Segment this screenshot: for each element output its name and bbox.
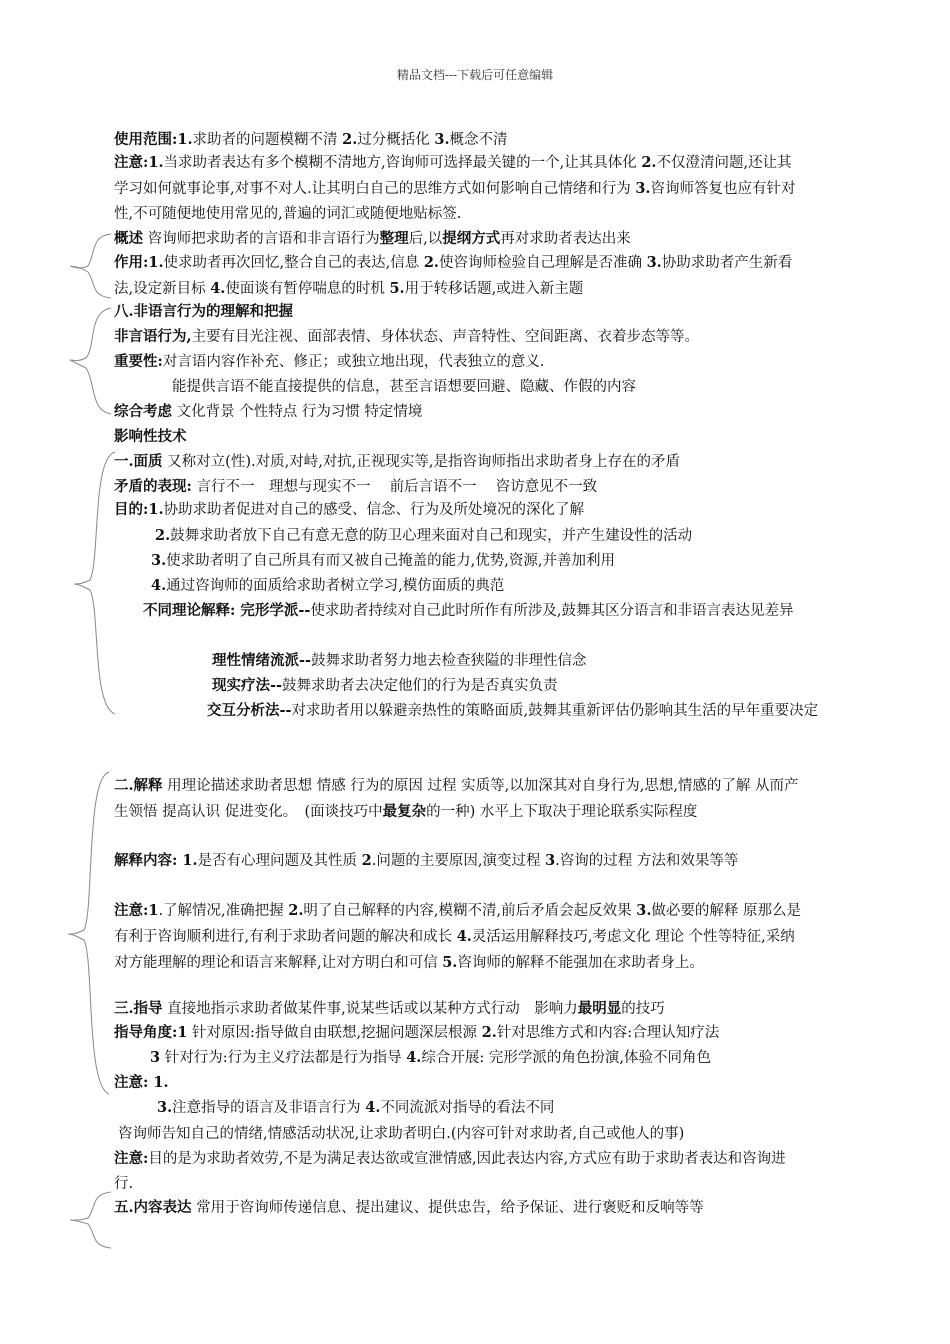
brace-explain: [64, 770, 114, 1096]
section-heading-nonverbal: 八.非语言行为的理解和把握: [114, 303, 294, 320]
usage-scope-line: 使用范围:1.求助者的问题模糊不清 2.过分概括化 3.概念不清: [114, 131, 508, 148]
guidance-line: 三.指导 直接地指示求助者做某件事,说某些话或以某种方式行动 影响力最明显的技巧: [114, 1000, 665, 1017]
content-expression-line: 五.内容表达 常用于咨询师传递信息、提出建议、提供忠告，给予保证、进行褒贬和反响等等: [114, 1199, 704, 1216]
brace-content: [66, 1190, 116, 1250]
purpose-line-4: 4.通过咨询师的面质给求助者树立学习,模仿面质的典范: [151, 577, 505, 594]
brace-summary: [66, 232, 116, 300]
guidance-note-line: 注意: 1.: [114, 1074, 169, 1091]
interpretation-content-paragraph: 解释内容: 1.是否有心理问题及其性质 2.问题的主要原因,演变过程 3.咨询的过程 方法和效果等等: [114, 852, 739, 869]
page-header: 精品文档---下载后可任意编辑: [396, 68, 554, 82]
comprehensive-line: 综合考虑 文化背景 个性特点 行为习惯 特定情境: [114, 403, 423, 420]
theory-ret-line: 理性情绪流派--鼓舞求助者努力地去检查狭隘的非理性信念: [212, 652, 587, 669]
confrontation-line: 一.面质 又称对立(性).对质,对峙,对抗,正视现实等,是指咨询师指出求助者身上存在的矛盾: [114, 453, 681, 470]
self-disclosure-note-paragraph: 注意:目的是为求助者效劳,不是为满足表达欲或宣泄情感,因此表达内容,方式应有助于求助者表达和咨询进行.: [114, 1150, 786, 1192]
interpretation-paragraph: 二.解释 用理论描述求助者思想 情感 行为的原因 过程 实质等,以加深其对自身行为,思想,情感的了解 从而产生领悟 提高认识 促进变化。 (面谈技巧中最复杂的一种) 水平上下取决于理论联系实际程度: [114, 777, 799, 820]
importance-line: 重要性:对言语内容作补充、修正；或独立地出现，代表独立的意义.: [114, 353, 545, 370]
brace-confront: [70, 450, 120, 716]
function-paragraph: 作用:1.使求助者再次回忆,整合自己的表达,信息 2.使咨询师检验自己理解是否准确 3.协助求助者产生新看法,设定新目标 4.使面谈有暂停喘息的时机 5.用于转移话题,或进入新主题: [114, 254, 793, 297]
guidance-angle-line-1: 指导角度:1 针对原因:指导做自由联想,挖掘问题深层根源 2.针对思维方式和内容:合理认知疗法: [114, 1024, 720, 1041]
theory-reality-line: 现实疗法--鼓舞求助者去决定他们的行为是否真实负责: [212, 677, 558, 694]
interpretation-note-paragraph: 注意:1.了解情况,准确把握 2.明了自己解释的内容,模糊不清,前后矛盾会起反效果 3.做必要的解释 原那么是有利于咨询顺利进行,有利于求助者问题的解决和成长 4.灵活运用解释技巧,考虑文化 理论 个性等特征,采纳对方能理解的理论和语言来解释,让对方明白和可信 5.咨询师的解释不能强加在求助者身上。: [114, 902, 801, 971]
note-paragraph-1: 注意:1.当求助者表达有多个模糊不清地方,咨询师可选择最关键的一个,让其具体化 2.不仅澄清问题,还让其学习如何就事论事,对事不对人.让其明白自己的思维方式如何影响自己情绪和行为 3.咨询师答复也应有针对性,不可随便地使用常见的,普遍的词汇或随便地贴标签.: [114, 154, 796, 222]
brace-nonverbal: [66, 306, 116, 416]
importance-line-2: 能提供言语不能直接提供的信息，甚至言语想要回避、隐藏、作假的内容: [172, 379, 636, 395]
self-disclosure-line: 咨询师告知自己的情绪,情感活动状况,让求助者明白.(内容可针对求助者,自己或他人的事): [118, 1126, 685, 1142]
theory-ta-line-1: 交互分析法--对求助者用以躲避亲热性的策略面质,鼓舞其重新评估仍影响其生活的早年重要决定: [207, 702, 819, 719]
nonverbal-line: 非言语行为,主要有目光注视、面部表情、身体状态、声音特性、空间距离、衣着步态等等。: [114, 328, 700, 345]
section-heading-influence: 影响性技术: [114, 428, 187, 445]
guidance-angle-line-2: 3 针对行为:行为主义疗法都是行为指导 4.综合开展: 完形学派的角色扮演,体验不同角色: [150, 1049, 711, 1066]
contradiction-line: 矛盾的表现: 言行不一 理想与现实不一 前后言语不一 咨访意见不一致: [114, 478, 598, 495]
guidance-note-line-2: 3.注意指导的语言及非语言行为 4.不同流派对指导的看法不同: [157, 1099, 555, 1116]
purpose-line-3: 3.使求助者明了自己所具有而又被自己掩盖的能力,优势,资源,并善加利用: [151, 552, 615, 569]
theory-gestalt-paragraph: 不同理论解释: 完形学派--使求助者持续对自己此时所作有所涉及,鼓舞其区分语言和非语言表达见差异: [143, 602, 794, 619]
purpose-line-2: 2.鼓舞求助者放下自己有意无意的防卫心理来面对自己和现实，并产生建设性的活动: [155, 527, 693, 544]
summary-line: 概述 咨询师把求助者的言语和非言语行为整理后,以提纲方式再对求助者表达出来: [114, 230, 631, 247]
purpose-line-1: 目的:1.协助求助者促进对自己的感受、信念、行为及所处境况的深化了解: [114, 501, 584, 518]
